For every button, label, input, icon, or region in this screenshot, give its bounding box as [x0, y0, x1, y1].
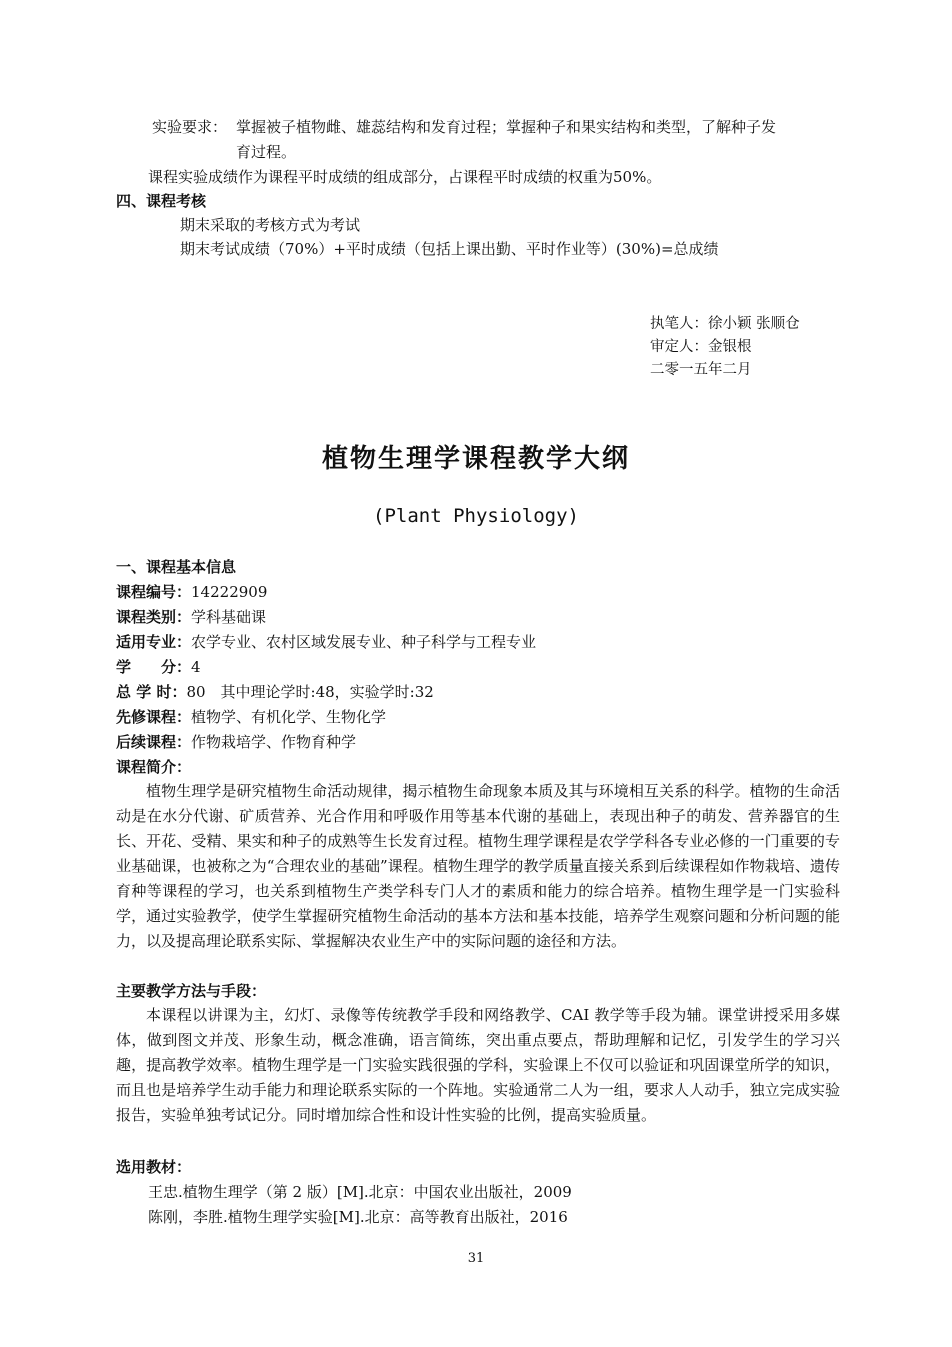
info-row-majors	[116, 631, 536, 652]
experiment-requirement-label: 实验要求：	[152, 118, 228, 136]
info-label: 后续课程：	[116, 733, 192, 751]
course-intro-text: 植物生理学是研究植物生命活动规律，揭示植物生命现象本质及其与环境相互关系的科学。植物的生命活动是在水分代谢、矿质营养、光合作用和呼吸作用等基本代谢的基础上，表现出种子的萌发、营养器官的生长、开花、受精、果实和种子的成熟等生长发育过程。植物生理学课程是农学学科各专业必修的一门重要的专业基础课，也被称之为“合理农业的基础”课程。植物生理学的教学质量直接关系到后续课程如作物栽培、遗传育种等课程的学习，也关系到植物生产类学科专门人才的素质和能力的综合培养。植物生理学是一门实验科学，通过实验教学，使学生掌握研究植物生命活动的基本方法和基本技能，培养学生观察问题和分析问题的能力，以及提高理论联系实际、掌握解决农业生产中的实际问题的途径和方法。	[116, 782, 840, 950]
info-value: 学科基础课	[191, 608, 267, 626]
assessment-method: 期末采取的考核方式为考试	[180, 216, 361, 234]
assessment-heading: 四、课程考核	[116, 192, 207, 210]
experiment-requirement-text-cont: 育过程。	[236, 143, 297, 161]
info-label: 课程编号：	[116, 583, 192, 601]
info-value: 作物栽培学、作物育种学	[191, 733, 357, 751]
info-row-category	[116, 606, 266, 627]
info-row-hours	[116, 681, 434, 702]
section-heading-basic-info: 一、课程基本信息	[116, 558, 237, 576]
syllabus-subtitle: (Plant Physiology)	[373, 505, 579, 527]
info-value: 4	[191, 658, 201, 676]
info-label: 课程类别：	[116, 608, 192, 626]
info-row-prereq	[116, 706, 386, 727]
syllabus-title: 植物生理学课程教学大纲	[321, 444, 630, 474]
experiment-weight-note: 课程实验成绩作为课程平时成绩的组成部分，占课程平时成绩的权重为50%。	[148, 168, 662, 186]
assessment-formula: 期末考试成绩（70%）+平时成绩（包括上课出勤、平时作业等）(30%)=总成绩	[180, 240, 719, 258]
info-value: 植物学、有机化学、生物化学	[191, 708, 387, 726]
signature-date: 二零一五年二月	[650, 362, 752, 378]
teaching-methods-label: 主要教学方法与手段：	[116, 982, 267, 1000]
info-row-credits	[116, 656, 201, 677]
info-row-followup	[116, 731, 356, 752]
textbook-item: 陈刚，李胜.植物生理学实验[M].北京：高等教育出版社，2016	[148, 1208, 568, 1226]
info-value: 农学专业、农村区域发展专业、种子科学与工程专业	[191, 633, 537, 651]
info-row-code	[116, 581, 267, 602]
page-number: 31	[467, 1251, 485, 1266]
info-label: 总 学 时：	[116, 683, 187, 701]
info-label: 学 分：	[116, 658, 192, 676]
info-value: 14222909	[191, 583, 268, 601]
info-label: 先修课程：	[116, 708, 192, 726]
info-label: 适用专业：	[116, 633, 192, 651]
course-intro-label: 课程简介：	[116, 758, 192, 776]
signature-author: 执笔人：徐小颖 张顺仓	[650, 316, 800, 332]
experiment-requirement-text: 掌握被子植物雌、雄蕊结构和发育过程；掌握种子和果实结构和类型，了解种子发	[236, 118, 777, 136]
signature-reviewer: 审定人：金银根	[650, 339, 752, 355]
info-value: 80 其中理论学时:48，实验学时:32	[186, 683, 434, 701]
teaching-methods-text: 本课程以讲课为主，幻灯、录像等传统教学手段和网络教学、CAI 教学等手段为辅。课堂讲授采用多媒体，做到图文并茂、形象生动，概念准确，语言简练，突出重点要点，帮助理解和记忆，引发学生的学习兴趣，提高教学效率。植物生理学是一门实验实践很强的学科，实验课上不仅可以验证和巩固课堂所学的知识，而且也是培养学生动手能力和理论联系实际的一个阵地。实验通常二人为一组，要求人人动手，独立完成实验报告，实验单独考试记分。同时增加综合性和设计性实验的比例，提高实验质量。	[116, 1006, 840, 1124]
textbook-item: 王忠.植物生理学（第 2 版）[M].北京：中国农业出版社，2009	[148, 1183, 572, 1201]
textbook-label: 选用教材：	[116, 1158, 192, 1176]
